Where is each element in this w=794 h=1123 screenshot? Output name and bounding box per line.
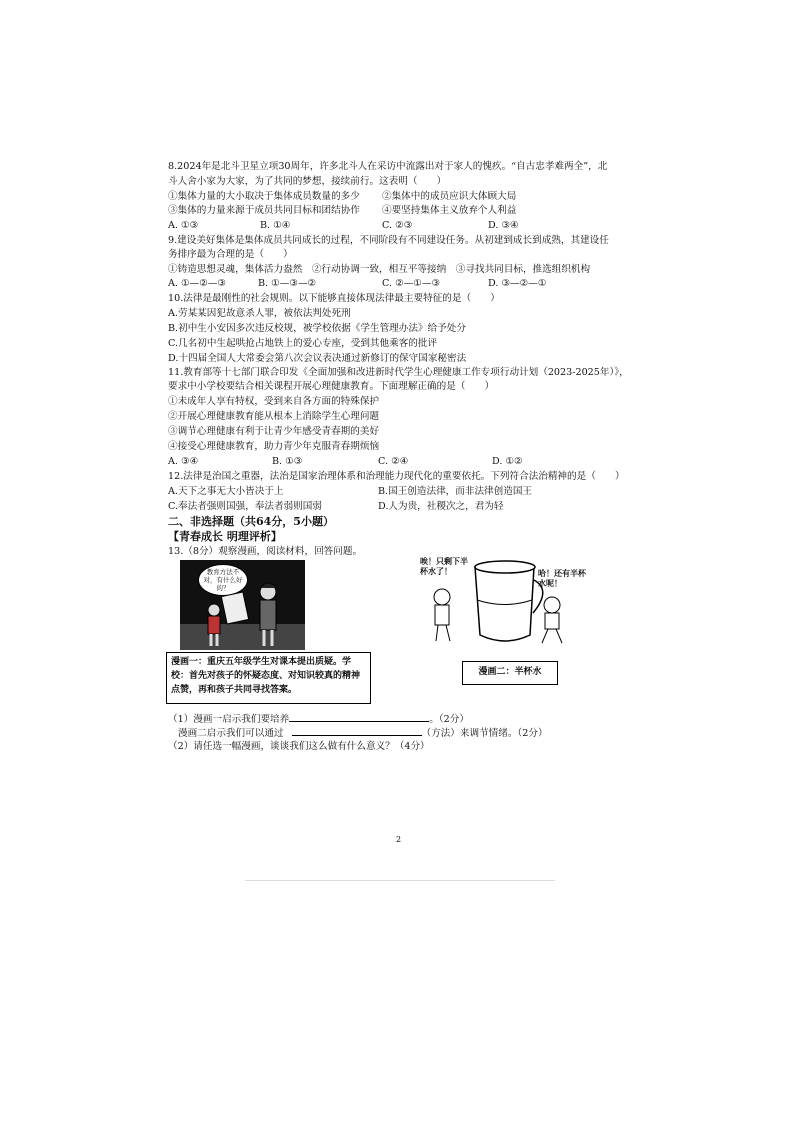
section-title: 二、非选择题（共64分，5小题）	[168, 515, 334, 528]
q9-choice-a: A. ①—②—③	[168, 278, 227, 289]
q10-option-d: D.十四届全国人大常委会第八次会议表决通过新修订的保守国家秘密法	[168, 353, 467, 364]
q12-option-b: B.国王创造法律，而非法律创造国王	[378, 486, 533, 497]
q9-choice-c: C. ②—①—③	[382, 278, 441, 289]
cartoon-two-left-text: 唉！只剩下半杯水了！	[420, 557, 468, 576]
q13-sub1b-score: （方法）来调节情绪。（2分）	[421, 728, 548, 739]
cartoon-one-caption: 漫画一：重庆五年级学生对课本提出质疑。学校：首先对孩子的怀疑态度、对知识较真的精神点赞，再和孩子共同寻找答案。	[166, 652, 371, 704]
q8-option-3: ③集体的力量来源于成员共同目标和团结协作	[168, 205, 360, 216]
q8-choice-a: A. ①③	[168, 220, 199, 231]
q9-options: ①铸造思想灵魂，集体活力盎然 ②行动协调一致，相互平等接纳 ③寻找共同目标，推选组织机构	[168, 264, 591, 275]
q11-option-2: ②开展心理健康教育能从根本上消除学生心理问题	[168, 411, 380, 422]
q11-choice-a: A. ③④	[168, 456, 199, 467]
answer-blank-2[interactable]	[292, 725, 422, 736]
q10-option-b: B.初中生小安因多次违反校规，被学校依据《学生管理办法》给予处分	[168, 323, 466, 334]
q8-option-1: ①集体力量的大小取决于集体成员数量的多少	[168, 191, 360, 202]
q12-option-a: A.天下之事无大小皆决于上	[168, 486, 284, 497]
q13-sub1-line2	[178, 725, 548, 741]
q10-stem: 10.法律是最刚性的社会规则。以下能够直接体现法律最主要特征的是（ ）	[168, 293, 500, 304]
q9-stem-line1: 9.建设美好集体是集体成员共同成长的过程，不同阶段有不同建设任务。从初建到成长到成熟，其建设任	[168, 235, 609, 246]
cartoon-one-image	[180, 560, 305, 650]
answer-blank-1[interactable]	[289, 711, 429, 722]
q11-choice-b: B. ①③	[272, 456, 303, 467]
cartoon-two-right-text: 哈！还有半杯水呢！	[538, 569, 586, 588]
q12-stem: 12.法律是治国之重器，法治是国家治理体系和治理能力现代化的重要依托。下列符合法治精神的是（ ）	[168, 471, 625, 482]
q8-option-4: ④要坚持集体主义放弃个人利益	[382, 205, 517, 216]
q9-stem-line2: 务排序最为合理的是（ ）	[168, 249, 293, 260]
q11-choice-d: D. ①②	[492, 456, 523, 467]
page-number: 2	[396, 835, 402, 844]
q8-stem-line1: 8.2024年是北斗卫星立项30周年，许多北斗人在采访中流露出对于家人的愧疚。“自古忠孝难两全”，北	[168, 161, 608, 172]
q12-option-d: D.人为贵，社稷次之，君为轻	[378, 501, 504, 512]
q11-option-4: ④接受心理健康教育，助力青少年克服青春期烦恼	[168, 441, 380, 452]
q12-option-c: C.奉法者强则国强，奉法者弱则国弱	[168, 501, 322, 512]
q13-sub2: （2）请任选一幅漫画，谈谈我们这么做有什么意义？（4分）	[168, 741, 430, 752]
q10-option-a: A.劳某某因犯故意杀人罪，被依法判处死刑	[168, 308, 351, 319]
q8-choice-d: D. ③④	[488, 220, 519, 231]
q9-choice-d: D. ③—②—①	[488, 278, 547, 289]
cartoon-two-image	[420, 555, 590, 655]
cartoon-one-figures	[180, 560, 305, 650]
q8-stem-line2: 斗人舍小家为大家，为了共同的梦想，接续前行。这表明（ ）	[168, 176, 447, 187]
q13-stem: 13.（8分）观察漫画，阅读材料，回答问题。	[168, 546, 363, 557]
cartoon-two-caption: 漫画二：半杯水	[462, 661, 558, 685]
q11-stem-line1: 11.教育部等十七部门联合印发《全面加强和改进新时代学生心理健康工作专项行动计划（2023-2025年）》，	[168, 367, 629, 378]
q11-stem-line2: 要求中小学校要结合相关课程开展心理健康教育。下面理解正确的是（ ）	[168, 381, 495, 392]
q9-choice-b: B. ①—③—②	[258, 278, 317, 289]
q11-option-1: ①未成年人享有特权，受到来自各方面的特殊保护	[168, 396, 380, 407]
section-subtitle: 【青春成长 明理评析】	[168, 530, 282, 543]
cartoon-two-figures	[420, 555, 590, 655]
q11-choice-c: C. ②④	[378, 456, 409, 467]
q8-option-2: ②集体中的成员应识大体顾大局	[382, 191, 517, 202]
q13-sub1-score: 。（2分）	[429, 714, 469, 725]
cartoon-one-speech-bubble: 教育方法不对，有什么好的？	[198, 564, 248, 596]
page-bottom-rule	[245, 880, 555, 881]
q11-option-3: ③调节心理健康有利于让青少年感受青春期的美好	[168, 426, 380, 437]
q8-choice-c: C. ②③	[382, 220, 413, 231]
q13-sub1-text: （1）漫画一启示我们要培养	[168, 714, 290, 725]
q13-sub1b-text: 漫画二启示我们可以通过	[178, 728, 284, 739]
q10-option-c: C.几名初中生起哄抢占地铁上的爱心专座，受到其他乘客的批评	[168, 338, 438, 349]
q8-choice-b: B. ①④	[260, 220, 291, 231]
